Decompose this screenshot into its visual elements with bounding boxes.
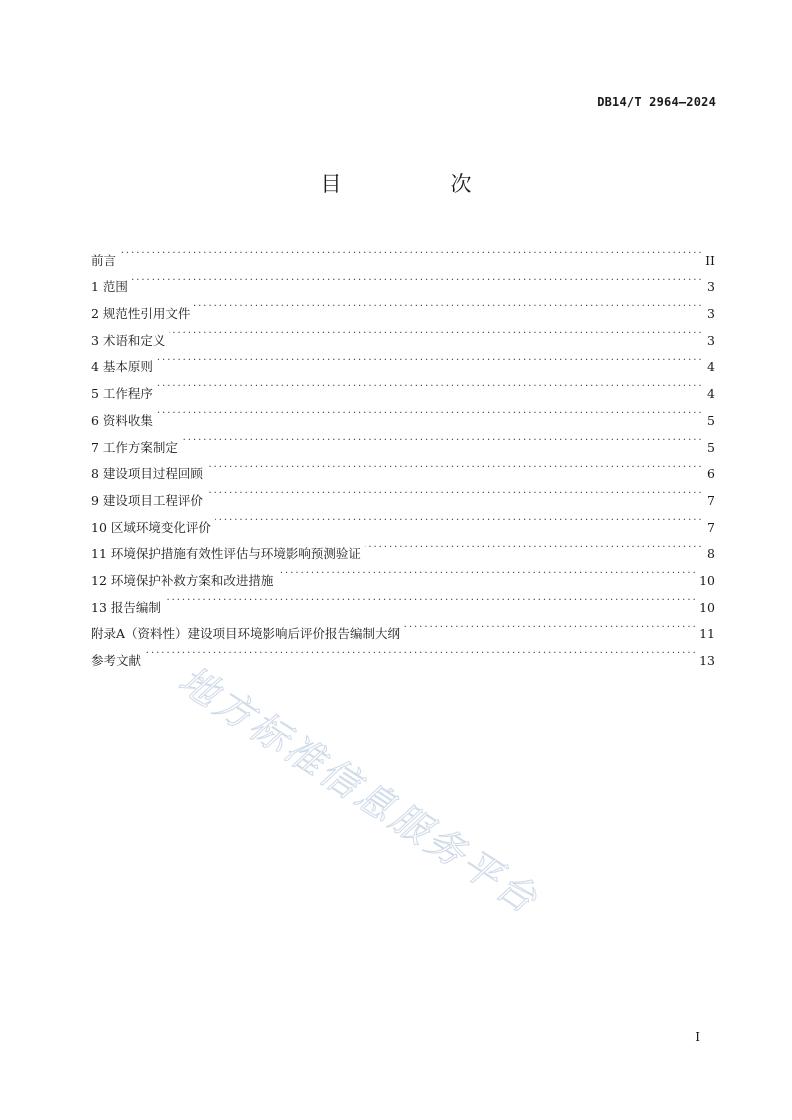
toc-entry-work-procedure[interactable] (91, 371, 715, 402)
toc-entry-label: 7 工作方案制定 (91, 439, 178, 455)
toc-entry-label: 参考文献 (91, 653, 142, 668)
toc-leader-dots (404, 612, 695, 639)
toc-entry-page: 3 (707, 306, 715, 322)
toc-entry-label: 2 规范性引用文件 (91, 306, 191, 322)
toc-entry-work-plan[interactable] (91, 425, 715, 455)
toc-entry-page: 10 (699, 572, 715, 588)
toc-entry-label: 6 资料收集 (91, 412, 153, 428)
toc-entry-label: 4 基本原则 (91, 359, 153, 375)
toc-entry-terms-definitions[interactable] (91, 318, 715, 348)
toc-entry-normative-references[interactable] (91, 291, 715, 322)
toc-entry-page: 4 (707, 359, 715, 375)
toc-leader-dots (145, 638, 695, 665)
toc-leader-dots (157, 371, 701, 398)
toc-leader-dots (169, 318, 701, 345)
toc-entry-label: 附录A（资料性）建设项目环境影响后评价报告编制大纲 (91, 626, 401, 642)
page-number: I (695, 1030, 700, 1044)
toc-entry-label: 1 范围 (91, 279, 128, 295)
toc-entry-appendix-a[interactable] (91, 612, 715, 642)
toc-leader-dots (277, 558, 695, 585)
toc-entry-label: 3 术语和定义 (91, 332, 166, 348)
document-code: DB14/T 2964—2024 (597, 95, 716, 109)
toc-entry-basic-principles[interactable] (91, 345, 715, 375)
toc-entry-label: 10 区域环境变化评价 (91, 519, 211, 535)
toc-entry-page: 11 (699, 626, 715, 642)
watermark: 地方标准信息服务平台 (171, 657, 548, 924)
toc-entry-bibliography[interactable] (91, 638, 715, 668)
toc-entry-label: 11 环境保护措施有效性评估与环境影响预测验证 (91, 546, 361, 562)
toc-entry-scope[interactable] (91, 265, 715, 295)
toc-entry-label: 5 工作程序 (91, 386, 153, 402)
toc-leader-dots (132, 265, 701, 292)
toc-leader-dots (157, 398, 701, 425)
toc-entry-data-collection[interactable] (91, 398, 715, 428)
toc-leader-dots (157, 345, 701, 372)
toc-entry-report-preparation[interactable] (91, 585, 715, 615)
toc-leader-dots (215, 505, 701, 532)
toc-leader-dots (120, 238, 701, 265)
toc-leader-dots (207, 478, 701, 505)
toc-entry-foreword[interactable] (91, 238, 715, 268)
toc-entry-page: 4 (707, 386, 715, 402)
toc-leader-dots (194, 291, 701, 318)
toc-entry-page: 6 (707, 466, 715, 482)
table-of-contents (91, 238, 715, 668)
page-title: 目 次 (320, 172, 516, 196)
toc-leader-dots (365, 532, 701, 559)
toc-entry-label: 12 环境保护补救方案和改进措施 (91, 572, 274, 588)
toc-entry-label: 8 建设项目过程回顾 (91, 466, 203, 482)
toc-entry-process-review[interactable] (91, 452, 715, 482)
toc-entry-page: 10 (699, 599, 715, 615)
toc-entry-page: 13 (699, 653, 715, 668)
toc-entry-page: II (705, 252, 715, 268)
toc-leader-dots (207, 452, 701, 479)
toc-leader-dots (165, 585, 695, 612)
toc-entry-page: 8 (707, 546, 715, 562)
toc-entry-page: 3 (707, 279, 715, 295)
toc-entry-page: 7 (707, 519, 715, 535)
toc-entry-label: 9 建设项目工程评价 (91, 492, 203, 508)
toc-entry-page: 3 (707, 332, 715, 348)
toc-entry-page: 5 (707, 412, 715, 428)
toc-entry-label: 13 报告编制 (91, 599, 161, 615)
toc-entry-page: 5 (707, 439, 715, 455)
toc-entry-page: 7 (707, 492, 715, 508)
toc-entry-label: 前言 (91, 252, 117, 268)
toc-leader-dots (182, 425, 701, 452)
